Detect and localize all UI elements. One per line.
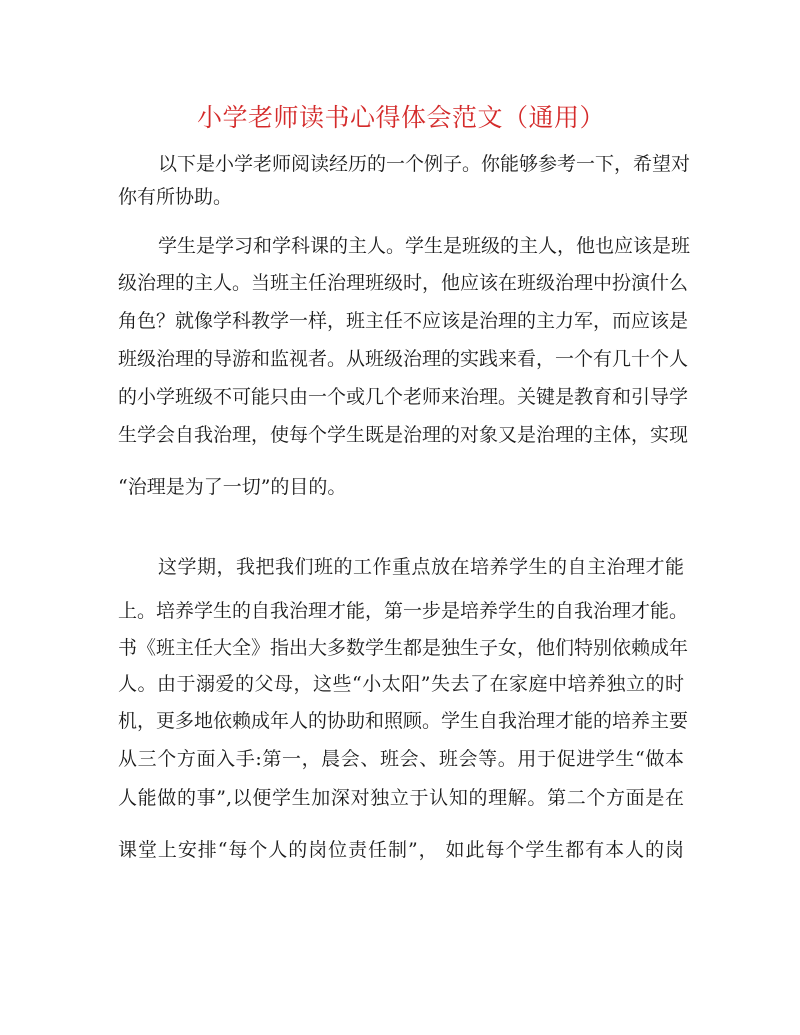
paragraph-2-line-6: 生学会自我治理，使每个学生既是治理的对象又是治理的主体，实现	[118, 424, 689, 446]
paragraph-2-line-3: 角色？就像学科教学一样，班主任不应该是治理的主力军，而应该是	[118, 310, 689, 332]
paragraph-1-line-1: 以下是小学老师阅读经历的一个例子。你能够参考一下，希望对	[158, 153, 691, 175]
document-title: 小学老师读书心得体会范文（通用）	[196, 103, 605, 132]
paragraph-3-line-7: 人能做的事”,以便学生加深对独立于认知的理解。第二个方面是在	[118, 787, 684, 809]
paragraph-3-line-8: 课堂上安排“每个人的岗位责任制”， 如此每个学生都有本人的岗	[118, 839, 684, 861]
paragraph-3-line-2: 上。培养学生的自我治理才能，第一步是培养学生的自我治理才能。	[118, 600, 689, 622]
paragraph-3-line-1: 这学期，我把我们班的工作重点放在培养学生的自主治理才能	[158, 556, 684, 578]
paragraph-3-line-4: 人。由于溺爱的父母，这些“小太阳”失去了在家庭中培养独立的时	[118, 673, 684, 695]
paragraph-3-line-3: 书《班主任大全》指出大多数学生都是独生子女，他们特别依赖成年	[118, 637, 689, 659]
paragraph-2-line-5: 的小学班级不可能只由一个或几个老师来治理。关键是教育和引导学	[118, 386, 689, 408]
paragraph-2-line-2: 级治理的主人。当班主任治理班级时，他应该在班级治理中扮演什么	[118, 272, 689, 294]
paragraph-1-line-2: 你有所协助。	[118, 186, 233, 208]
paragraph-3-line-5: 机，更多地依赖成年人的协助和照顾。学生自我治理才能的培养主要	[118, 710, 689, 732]
paragraph-3-line-6: 从三个方面入手:第一，晨会、班会、班会等。用于促进学生“做本	[118, 748, 684, 770]
paragraph-2-line-4: 班级治理的导游和监视者。从班级治理的实践来看，一个有几十个人	[118, 348, 689, 370]
paragraph-2-line-1: 学生是学习和学科课的主人。学生是班级的主人，他也应该是班	[158, 235, 691, 257]
paragraph-2-line-7: “治理是为了一切”的目的。	[118, 476, 347, 498]
